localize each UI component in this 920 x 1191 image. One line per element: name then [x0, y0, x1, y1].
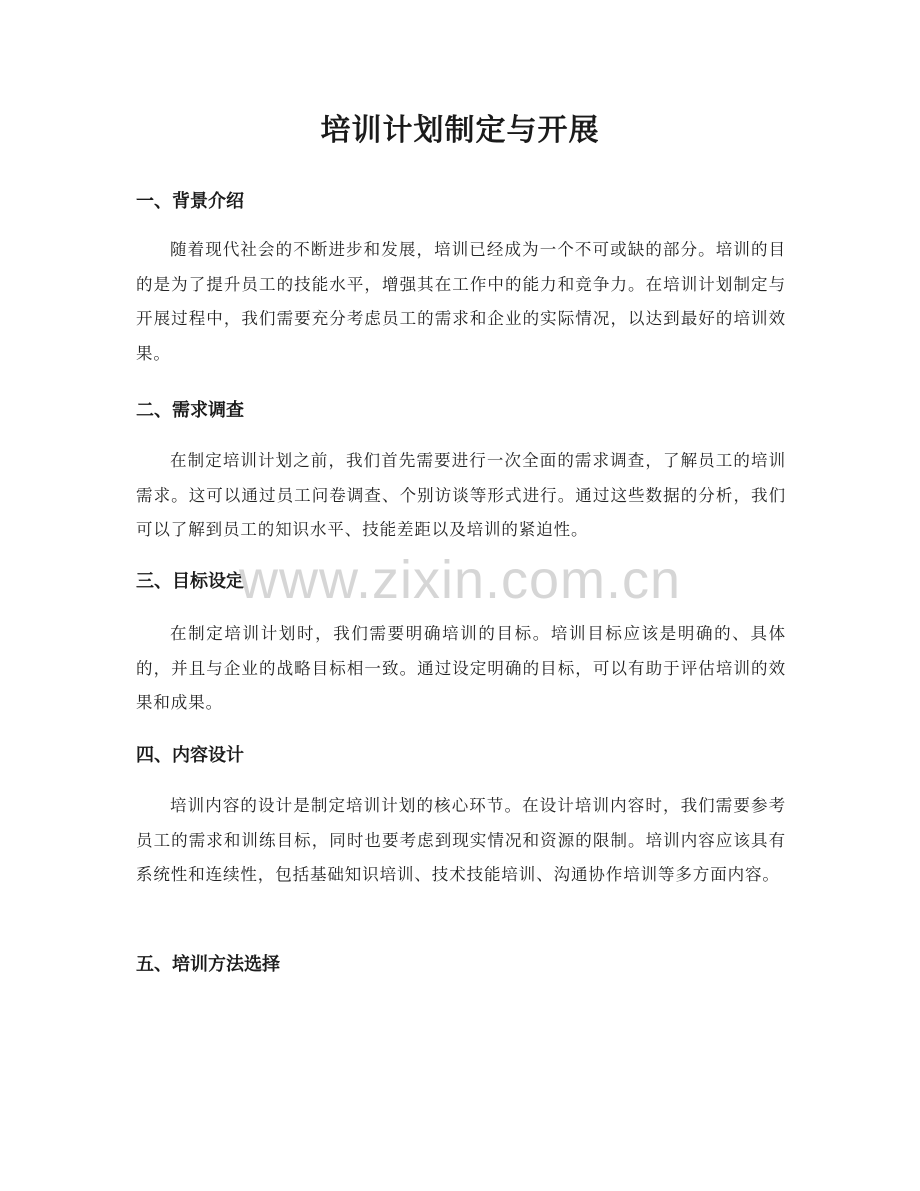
section-body-goal-setting: 在制定培训计划时，我们需要明确培训的目标。培训目标应该是明确的、具体的，并且与企业的战略目标相一致。通过设定明确的目标，可以有助于评估培训的效果和成果。 — [136, 624, 786, 712]
section-heading-content-design: 四、内容设计 — [136, 745, 244, 766]
section-heading-needs-survey: 二、需求调查 — [136, 400, 244, 421]
section-heading-goal-setting: 三、目标设定 — [136, 571, 244, 592]
section-body-needs-survey: 在制定培训计划之前，我们首先需要进行一次全面的需求调查，了解员工的培训需求。这可以通过员工问卷调查、个别访谈等形式进行。通过这些数据的分析，我们可以了解到员工的知识水平、技能差距以及培训的紧迫性。 — [136, 451, 786, 539]
section-heading-background: 一、背景介绍 — [136, 191, 244, 212]
section-body-background: 随着现代社会的不断进步和发展，培训已经成为一个不可或缺的部分。培训的目的是为了提升员工的技能水平，增强其在工作中的能力和竞争力。在培训计划制定与开展过程中，我们需要充分考虑员工的需求和企业的实际情况，以达到最好的培训效果。 — [136, 240, 786, 363]
section-heading-method-selection: 五、培训方法选择 — [136, 954, 280, 975]
section-body-content-design: 培训内容的设计是制定培训计划的核心环节。在设计培训内容时，我们需要参考员工的需求和训练目标，同时也要考虑到现实情况和资源的限制。培训内容应该具有系统性和连续性，包括基础知识培训、技术技能培训、沟通协作培训等多方面内容。 — [136, 796, 786, 884]
page-title: 培训计划制定与开展 — [320, 113, 600, 148]
watermark: www.zixin.com.cn — [238, 550, 682, 610]
